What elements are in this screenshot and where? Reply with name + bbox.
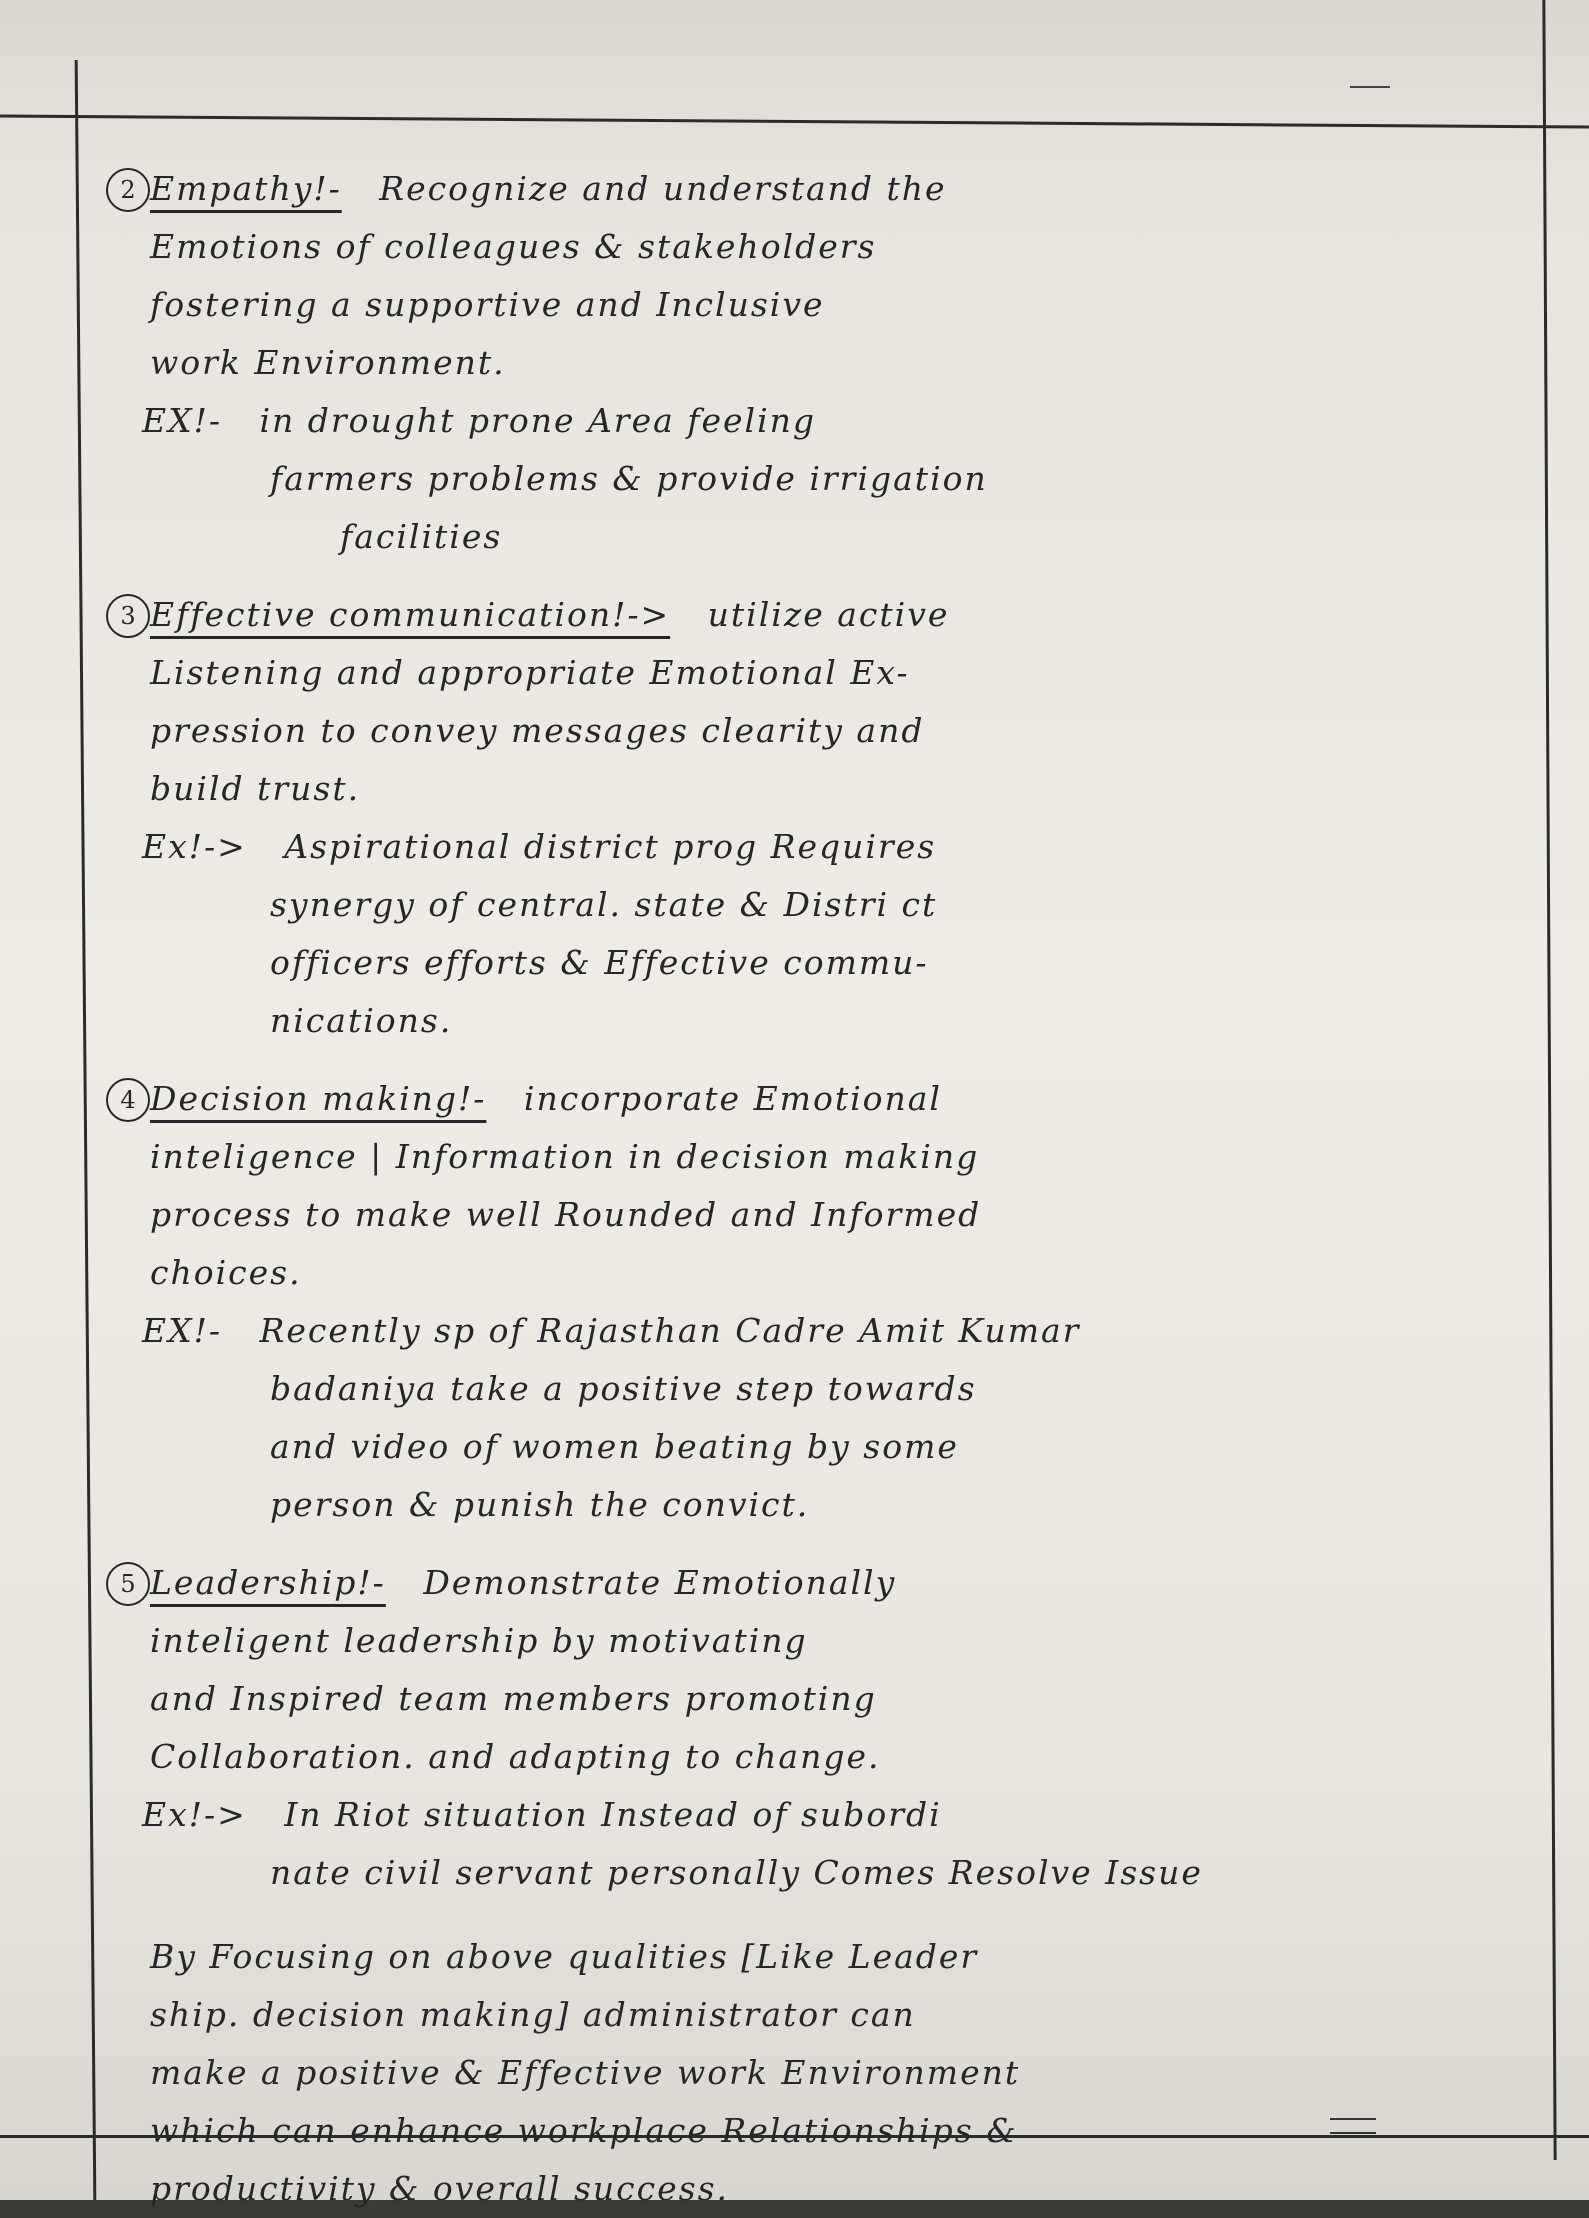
example-line	[142, 818, 1520, 876]
section-number: 3	[106, 594, 150, 638]
example-text: synergy of central. state & Distri ct	[270, 885, 938, 924]
conclusion-line: ship. decision making] administrator can	[150, 1995, 916, 2034]
section-text: inteligence | Information in decision making	[150, 1137, 980, 1176]
section-number: 4	[106, 1078, 150, 1122]
section-text: Emotions of colleagues & stakeholders	[150, 227, 877, 266]
section-text: Recognize and understand the	[379, 169, 947, 208]
section-text: inteligent leadership by motivating	[150, 1621, 808, 1660]
section-line	[150, 1554, 1520, 1612]
conclusion-paragraph	[150, 1928, 1520, 2218]
handwritten-answer	[120, 160, 1520, 2218]
example-label: EX!-	[142, 401, 222, 440]
section-line	[150, 160, 1520, 218]
example-line	[142, 1302, 1520, 1360]
section-heading: Effective communication!->	[150, 595, 671, 634]
left-margin-line	[75, 60, 97, 2200]
example-text: officers efforts & Effective commu-	[270, 943, 929, 982]
section-line	[150, 586, 1520, 644]
page-top-rule	[0, 114, 1589, 128]
section-text: process to make well Rounded and Informed	[150, 1195, 982, 1234]
example-text: badaniya take a positive step towards	[270, 1369, 977, 1408]
section-heading: Empathy!-	[150, 169, 342, 208]
section-number: 2	[106, 168, 150, 212]
conclusion-line: make a positive & Effective work Environment	[150, 2053, 1021, 2092]
section-text: fostering a supportive and Inclusive	[150, 285, 825, 324]
section-text: choices.	[150, 1253, 302, 1292]
example-text: nate civil servant personally Comes Resolve Issue	[270, 1853, 1203, 1892]
example-line	[142, 392, 1520, 450]
example-text: farmers problems & provide irrigation	[270, 459, 988, 498]
section-leadership	[120, 1554, 1520, 1902]
section-text: and Inspired team members promoting	[150, 1679, 877, 1718]
section-text: pression to convey messages clearity and	[150, 711, 925, 750]
conclusion-line: productivity & overall success.	[150, 2169, 730, 2208]
corner-dash-mark	[1350, 86, 1390, 88]
conclusion-line: By Focusing on above qualities [Like Leader	[150, 1937, 979, 1976]
example-text: Aspirational district prog Requires	[284, 827, 937, 866]
section-text: work Environment.	[150, 343, 506, 382]
section-text: Collaboration. and adapting to change.	[150, 1737, 881, 1776]
section-text: incorporate Emotional	[523, 1079, 942, 1118]
example-text: In Riot situation Instead of subordi	[284, 1795, 942, 1834]
example-text: nications.	[270, 1001, 453, 1040]
example-text: facilities	[340, 517, 503, 556]
example-text: in drought prone Area feeling	[259, 401, 817, 440]
section-heading: Leadership!-	[150, 1563, 386, 1602]
section-text: Listening and appropriate Emotional Ex-	[150, 653, 910, 692]
section-number: 5	[106, 1562, 150, 1606]
section-effective-communication	[120, 586, 1520, 1050]
section-heading: Decision making!-	[150, 1079, 487, 1118]
section-decision-making	[120, 1070, 1520, 1534]
example-text: and video of women beating by some	[270, 1427, 959, 1466]
example-label: Ex!->	[142, 1795, 247, 1834]
conclusion-line: which can enhance workplace Relationships &	[150, 2111, 1018, 2150]
example-text: person & punish the convict.	[270, 1485, 810, 1524]
example-line	[142, 1786, 1520, 1844]
section-text: build trust.	[150, 769, 361, 808]
right-margin-line	[1542, 0, 1556, 2160]
example-text: Recently sp of Rajasthan Cadre Amit Kumar	[259, 1311, 1081, 1350]
section-text: utilize active	[707, 595, 950, 634]
section-text: Demonstrate Emotionally	[423, 1563, 897, 1602]
example-label: Ex!->	[142, 827, 247, 866]
example-label: EX!-	[142, 1311, 222, 1350]
section-line	[150, 1070, 1520, 1128]
section-empathy	[120, 160, 1520, 566]
